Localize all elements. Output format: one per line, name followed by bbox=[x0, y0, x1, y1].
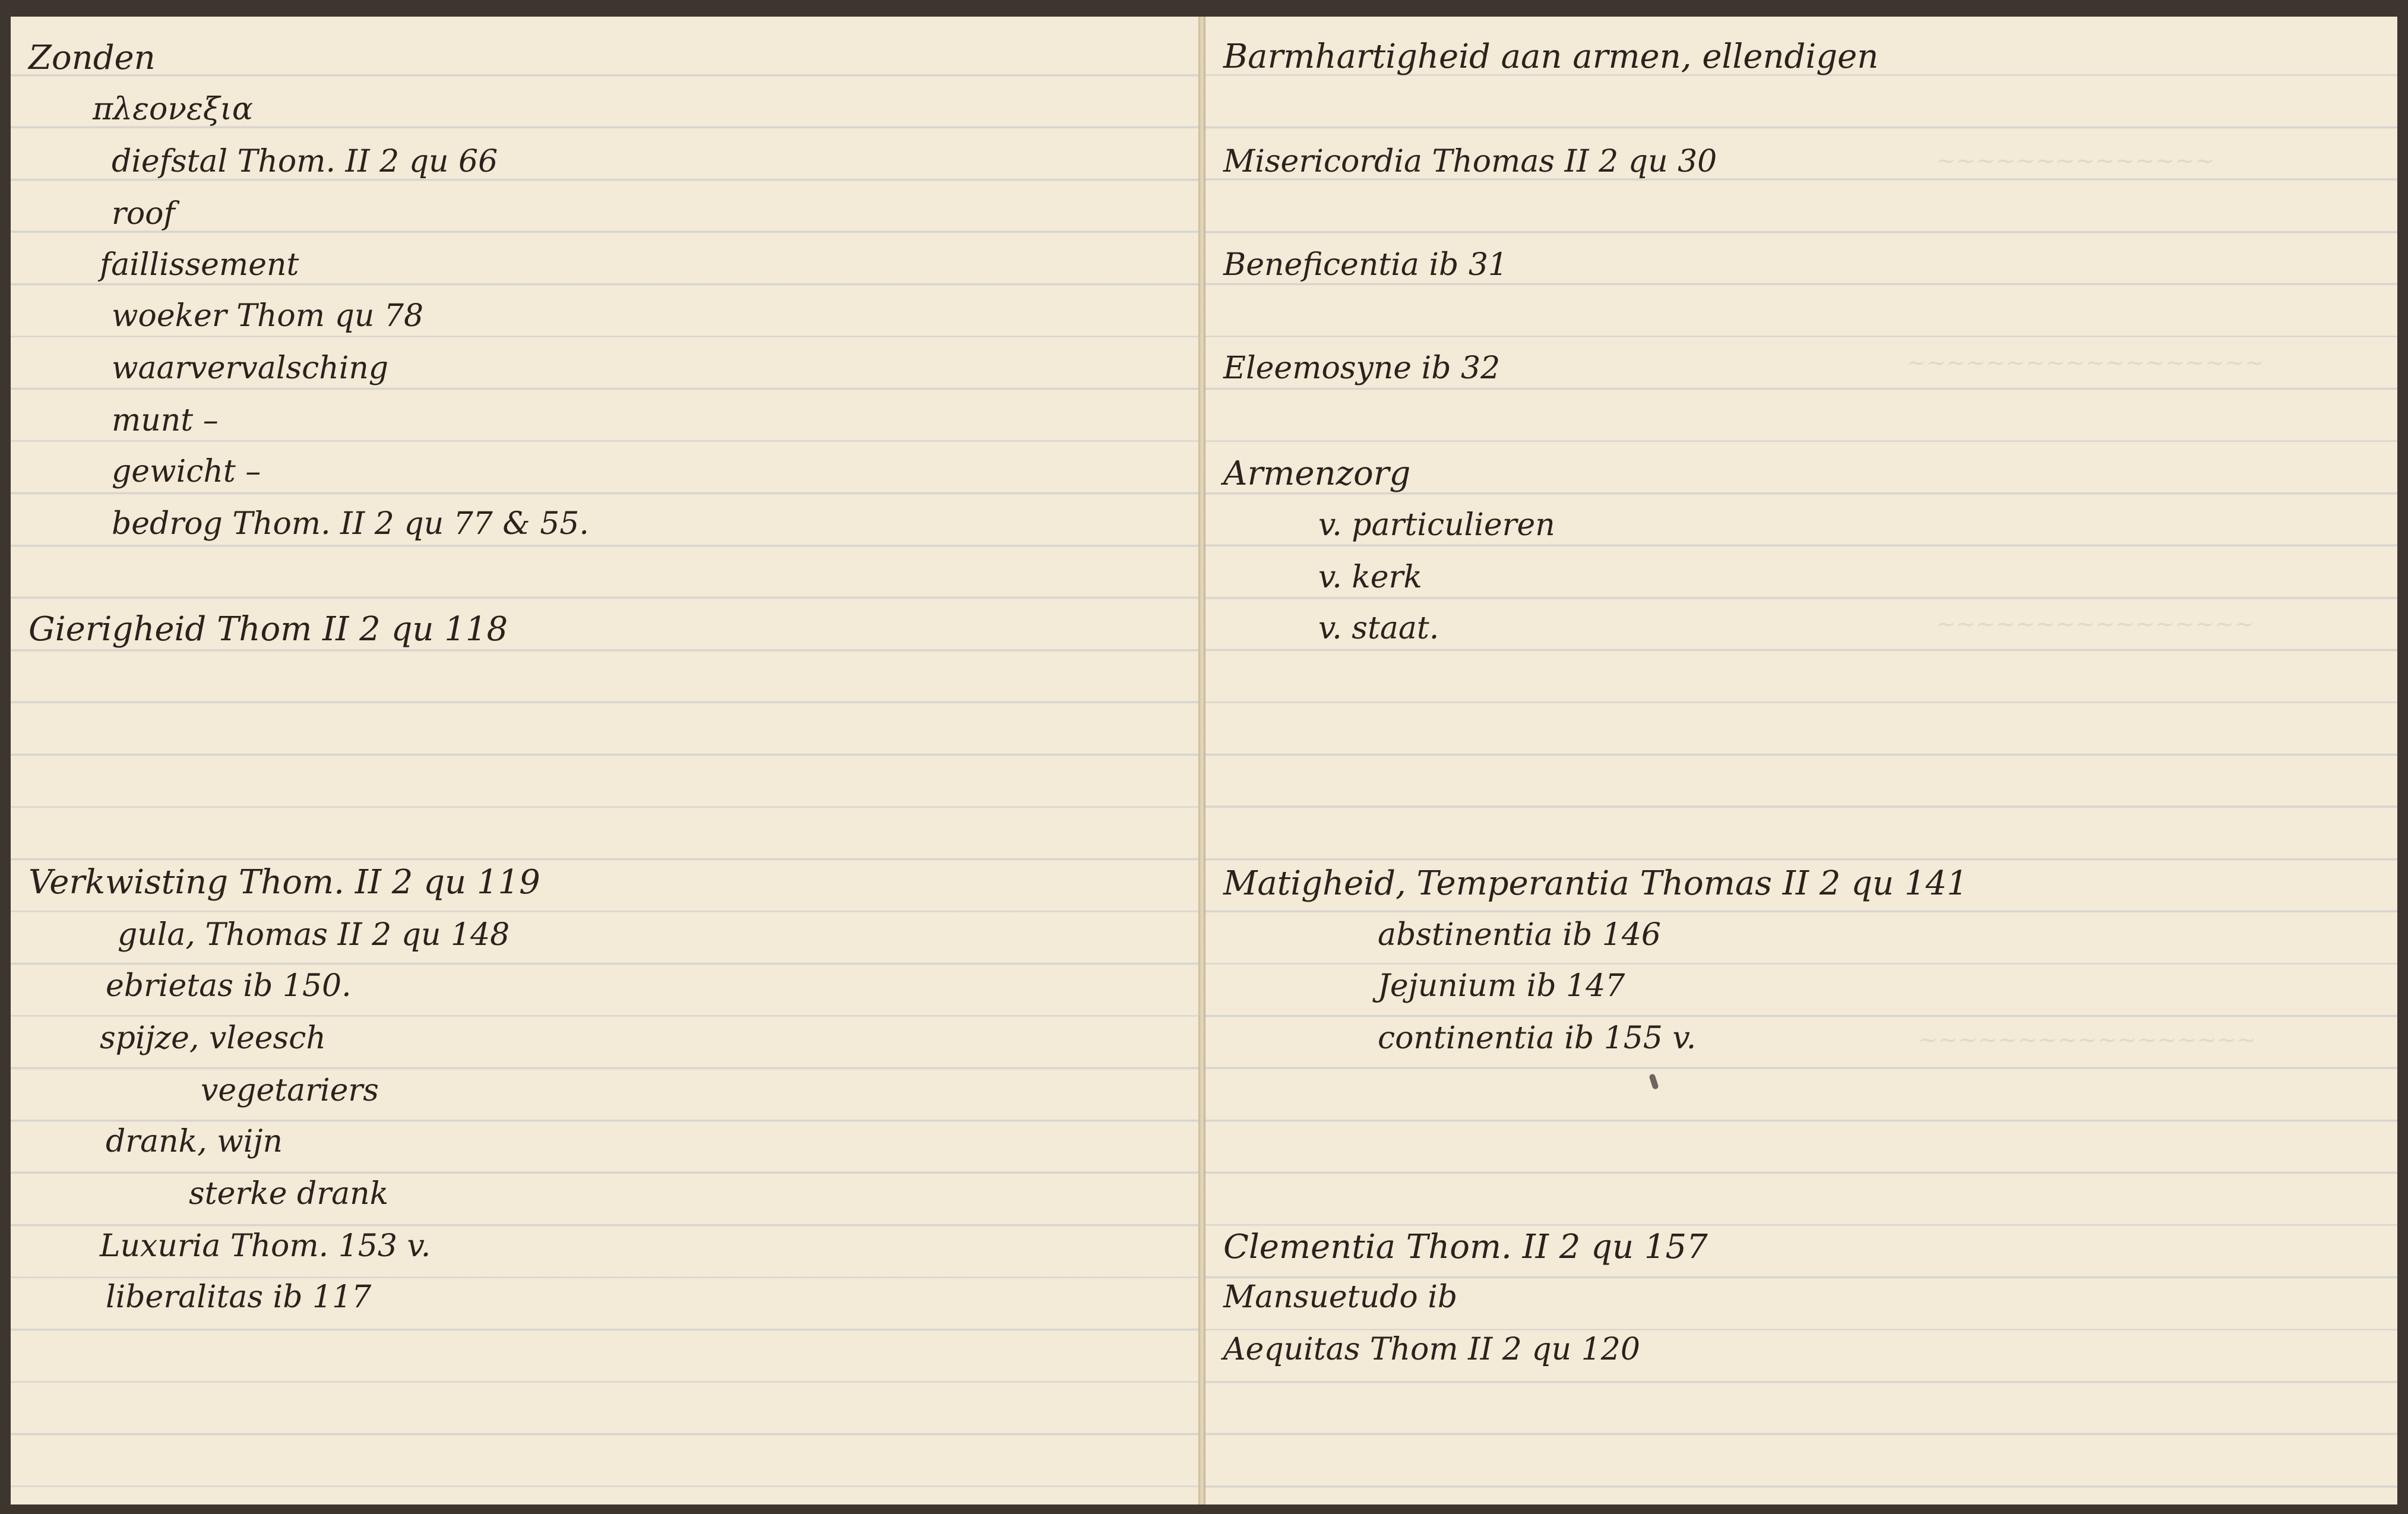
entry-drank: drank, wijn bbox=[106, 1124, 283, 1159]
entry-jejunium: Jejunium ib 147 bbox=[1378, 968, 1625, 1004]
entry-continentia: continentia ib 155 v. bbox=[1378, 1020, 1697, 1056]
heading-verkwisting: Verkwisting Thom. II 2 qu 119 bbox=[29, 863, 540, 902]
heading-zonden: Zonden bbox=[29, 39, 156, 77]
entry-kerk: v. kerk bbox=[1318, 560, 1422, 595]
entry-woeker: woeker Thom qu 78 bbox=[112, 298, 424, 334]
entry-staat: v. staat. bbox=[1318, 611, 1439, 646]
entry-sterke-drank: sterke drank bbox=[189, 1176, 389, 1212]
bleed-through-lines: ~~~~~~~~~~~~~~ bbox=[1936, 147, 2215, 175]
entry-aequitas: Aequitas Thom II 2 qu 120 bbox=[1223, 1332, 1640, 1367]
entry-luxuria: Luxuria Thom. 153 v. bbox=[100, 1228, 431, 1264]
entry-misericordia: Misericordia Thomas II 2 qu 30 bbox=[1223, 144, 1717, 179]
entry-faillissement: faillissement bbox=[100, 247, 299, 283]
entry-gula: gula, Thomas II 2 qu 148 bbox=[118, 917, 510, 953]
heading-barmhartigheid: Barmhartigheid aan armen, ellendigen bbox=[1223, 37, 1879, 76]
book-gutter bbox=[1198, 17, 1205, 1504]
entry-vegetariers: vegetariers bbox=[201, 1073, 379, 1108]
entry-waarvervalsching: waarvervalsching bbox=[112, 350, 389, 386]
entry-roof: roof bbox=[112, 196, 175, 232]
bleed-through-lines: ~~~~~~~~~~~~~~~~ bbox=[1936, 611, 2255, 638]
ink-mark bbox=[1648, 1073, 1659, 1090]
entry-pleonexia: πλεονεξια bbox=[93, 91, 254, 127]
heading-matigheid: Matigheid, Temperantia Thomas II 2 qu 141 bbox=[1223, 864, 1968, 903]
entry-liberalitas: liberalitas ib 117 bbox=[106, 1279, 372, 1315]
heading-clementia: Clementia Thom. II 2 qu 157 bbox=[1223, 1228, 1708, 1266]
heading-armenzorg: Armenzorg bbox=[1223, 454, 1411, 493]
entry-beneficentia: Beneficentia ib 31 bbox=[1223, 247, 1508, 283]
entry-ebrietas: ebrietas ib 150. bbox=[106, 968, 352, 1004]
entry-diefstal: diefstal Thom. II 2 qu 66 bbox=[112, 144, 498, 179]
entry-gewicht: gewicht – bbox=[112, 454, 261, 489]
entry-bedrog: bedrog Thom. II 2 qu 77 & 55. bbox=[112, 506, 589, 542]
entry-abstinentia: abstinentia ib 146 bbox=[1378, 917, 1662, 953]
entry-mansuetudo: Mansuetudo ib bbox=[1223, 1279, 1458, 1315]
entry-eleemosyne: Eleemosyne ib 32 bbox=[1223, 350, 1501, 386]
right-page bbox=[1205, 17, 2397, 1504]
entry-munt: munt – bbox=[112, 403, 219, 438]
left-page bbox=[11, 17, 1200, 1504]
bleed-through-lines: ~~~~~~~~~~~~~~~~~ bbox=[1918, 1026, 2257, 1054]
bleed-through-lines: ~~~~~~~~~~~~~~~~~~ bbox=[1906, 349, 2265, 377]
entry-particulieren: v. particulieren bbox=[1318, 507, 1555, 543]
entry-spijze: spijze, vleesch bbox=[100, 1020, 326, 1056]
heading-gierigheid: Gierigheid Thom II 2 qu 118 bbox=[29, 610, 508, 649]
